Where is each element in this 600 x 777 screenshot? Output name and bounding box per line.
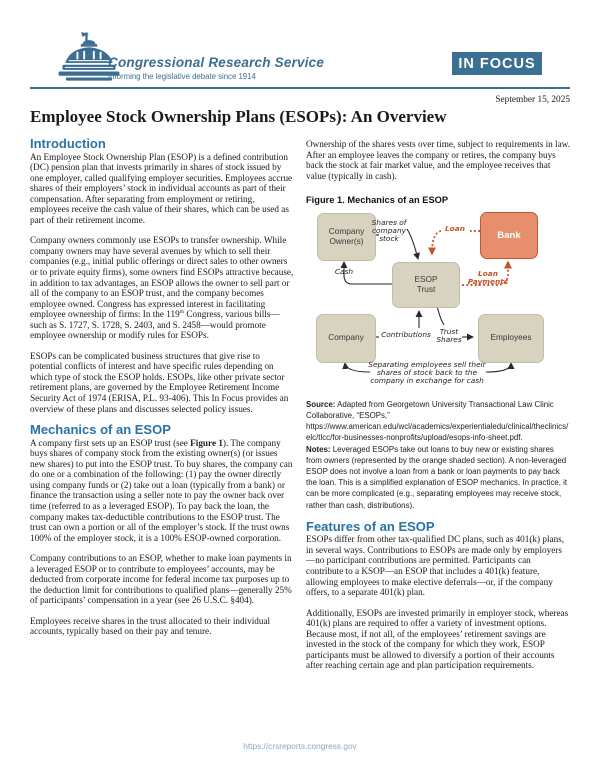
paragraph-vesting: Ownership of the shares vests over time, subject to requirements in law. After an employee leaves the company or retires, the company buys back the stock at fair market value, and the employee receives that value (typically in cash).	[306, 139, 570, 181]
paragraph-esop-definition: An Employee Stock Ownership Plan (ESOP) is a defined contribution (DC) pension plan that invests primarily in shares of stock issued by one employer, called qualifying employer securities. Employees accrue shares of their employers’ stock in individual accounts as part of their compensation. After separating from employment or retiring, employees receive the cash value of their shares, which can be used as part of their retirement income.	[30, 151, 293, 225]
figure-box-company-owners: Company Owner(s)	[317, 213, 376, 261]
arrow-separating-to-employees	[486, 363, 511, 372]
section-heading-mechanics: Mechanics of an ESOP	[30, 422, 171, 438]
left-column	[30, 136, 294, 647]
doc-title: Employee Stock Ownership Plans (ESOPs): An Overview	[30, 107, 447, 126]
footer	[0, 741, 600, 751]
logo-tagline: Informing the legislative debate since 1914	[108, 72, 256, 81]
doc-date: September 15, 2025	[495, 95, 570, 105]
p4-figure-ref: Figure 1	[190, 437, 223, 448]
paragraph-ownership-transfer	[30, 235, 294, 340]
figure-esop-mechanics	[306, 209, 566, 395]
figure-label-loan-payments: Loan Payments	[467, 268, 509, 287]
figure-box-company: Company	[316, 314, 376, 363]
notes-label: Notes:	[306, 444, 331, 454]
connector-trust-shares	[437, 306, 444, 325]
section-heading-features: Features of an ESOP	[306, 518, 435, 534]
p4-text-post: ). The company buys shares of company stock from the existing owner(s) (or issues new shares) to put into the ESOP trust. To buy shares, the company can do one or a combination of the following: (1) pay the owner directly using company funds or (2) take out a loan (typically from a bank) or finance the transaction using a seller note to pay the owner back over time (referred to as a leveraged ESOP). To pay back the loan, the company makes tax-deductible contributions to the ESOP trust. The trust can own a portion or all of the employer’s stock. If the trust owns 100% of the employer stock, it is a 100% ESOP-owned corporation.	[30, 437, 293, 543]
paragraph-mechanics	[30, 438, 294, 543]
figure-box-esop-trust: ESOP Trust	[392, 262, 460, 308]
arrow-shares-to-trust	[407, 229, 418, 259]
paragraph-features: ESOPs differ from other tax-qualified DC plans, such as 401(k) plans, in several ways. Contributions to ESOPs are made only by employers—no participant contributions are permitted. Participants can contribute to a KSOP—an ESOP that includes a 401(k) feature, allowing employees to make elective deferrals—or, if the company offers, to a separate 401(k) plan.	[306, 534, 565, 598]
source-label: Source:	[306, 399, 336, 409]
figure-label-separating-employees: Separating employees sell their shares of stock back to the company in exchange for cash	[368, 359, 486, 386]
figure-notes	[306, 444, 570, 511]
footer-link[interactable]: https://crsreports.congress.gov	[243, 741, 357, 751]
figure-box-bank: Bank	[480, 212, 538, 259]
figure-caption: Figure 1. Mechanics of an ESOP	[306, 195, 449, 206]
source-text: Adapted from Georgetown University Transactional Law Clinic Collaborative, “ESOPs,” https://www.american.edu/wcl/academics/experientialedu/clinical/theclinics/elc/tlcc/for-businesses-nonprofits/upload/esops-info-sheet.pdf.	[306, 399, 569, 443]
arrow-loan-to-trust	[432, 231, 441, 254]
figure-source	[306, 399, 570, 444]
paragraph-contributions-deduction: Company contributions to an ESOP, whether to make loan payments in a leveraged ESOP or to contribute to employees’ accounts, may be deducted from corporate income for federal income tax purposes up to the deduction limit for contributions to qualified plans—generally 25% of participants’ compensation in a year (see 26 U.S.C. §404).	[30, 553, 292, 606]
section-heading-introduction: Introduction	[30, 136, 106, 151]
figure-box-employees: Employees	[478, 314, 544, 363]
logo-title: Congressional Research Service	[108, 55, 325, 70]
in-focus-badge: IN FOCUS	[452, 52, 542, 75]
paragraph-complicated-structures: ESOPs can be complicated business structures that give rise to potential conflicts of interest and have specific rules depending on which type of stock the ESOP holds. ESOPs, like other private sector retirement plans, are governed by the Employee Retirement Income Security Act of 1974 (ERISA, P.L. 93-406). This In Focus provides an overview of these plans and discusses selected policy issues.	[30, 350, 289, 414]
figure-label-trust-shares: Trust Shares	[436, 326, 462, 345]
notes-text: Leveraged ESOPs take out loans to buy new or existing shares from owners (represented by the orange shaded section). A non-leveraged ESOP does not involve a loan from a bank or loan payments to pay back the loan. This is a simplified explanation of ESOP mechanics. In practice, it can be more complicated (e.g., separating employees may receive stock, rather than cash, distributions).	[306, 444, 568, 510]
header-rule	[30, 87, 570, 89]
figure-label-contributions: Contributions	[381, 329, 431, 339]
right-column	[306, 139, 570, 681]
figure-label-cash: Cash	[334, 266, 354, 276]
p2-text-post: Congress, various bills—such as S. 1727, S. 1728, S. 2403, and S. 2458—would promote employee ownership or modify rules for ESOPs.	[30, 309, 280, 341]
p2-superscript: th	[179, 309, 185, 316]
paragraph-investment: Additionally, ESOPs are invested primarily in employer stock, whereas 401(k) plans are required to offer a variety of investment options. Because most, if not all, of the employees’ retirement savings are invested in the stock of the company for which they work, ESOP participants must be allowed to diversify a portion of their accounts after reaching certain age and plan participation requirements.	[306, 607, 569, 671]
paragraph-employee-shares: Employees receive shares in the trust allocated to their individual accounts, typically based on their pay and tenure.	[30, 615, 271, 637]
figure-label-loan: Loan	[444, 223, 466, 233]
p2-text-pre: Company owners commonly use ESOPs to transfer ownership. While company owners may have several avenues by which to sell their companies (e.g., initial public offerings or direct sales to other owners or to private equity firms), some owners find ESOPs attractive because, in addition to tax advantages, an ESOP allows the owner to sell part or all of the company to an ESOP trust, and the company becomes employee owned. Congress has expressed interest in facilitating employee ownership of firms: In the 119	[30, 235, 294, 320]
figure-label-shares-of-stock: Shares of company stock	[371, 217, 407, 244]
crs-logo	[108, 55, 324, 81]
p4-text-pre: A company first sets up an ESOP trust (see	[30, 437, 191, 448]
